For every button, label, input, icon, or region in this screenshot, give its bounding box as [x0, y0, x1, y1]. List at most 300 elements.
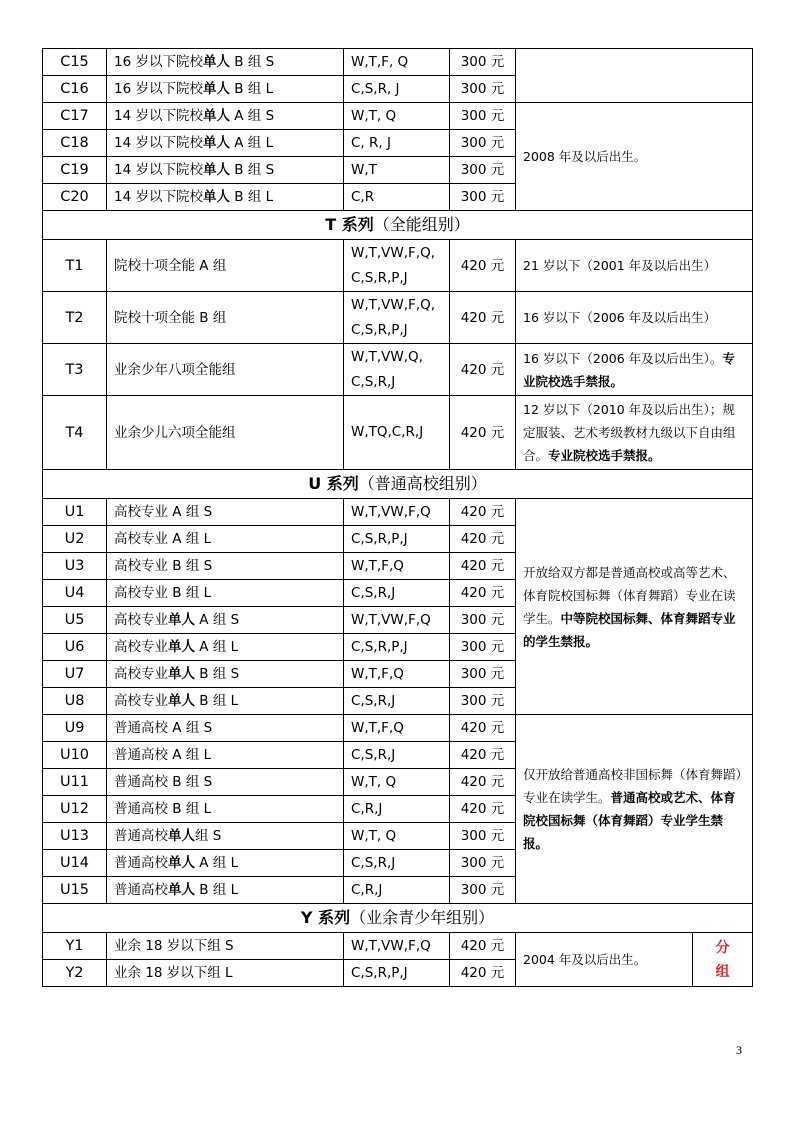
note-text: 2008 年及以后出生。 — [523, 149, 647, 164]
category-code-cell — [43, 49, 107, 76]
category-name-text: 普通高校 — [114, 720, 168, 736]
dances-cell — [344, 130, 450, 157]
dances-cell — [344, 661, 450, 688]
dances-text: C,S,R,J — [351, 693, 396, 709]
series-subtitle: （业余青少年组别） — [350, 908, 495, 927]
category-code-cell — [43, 103, 107, 130]
category-name-text: 高校专业 — [114, 531, 168, 547]
category-code-cell — [43, 742, 107, 769]
category-code: T3 — [65, 361, 84, 378]
category-code: Y2 — [65, 965, 84, 981]
dances-text: W,T — [351, 162, 377, 178]
fee-cell — [450, 715, 516, 742]
fee-text: 420 元 — [460, 257, 505, 274]
category-code-cell — [43, 661, 107, 688]
category-code-cell — [43, 526, 107, 553]
fee-text: 300 元 — [460, 162, 505, 178]
dances-text: W,T,VW,F,Q — [351, 612, 431, 628]
dances-text: W,T,F,Q — [351, 720, 404, 736]
dances-cell — [344, 850, 450, 877]
dances-text: C,S,R,J — [351, 855, 396, 871]
category-group-text: A 组 L — [229, 135, 274, 151]
category-name-cell — [107, 49, 344, 76]
dances-text: C,R,J — [351, 882, 383, 898]
category-name-text: 高校专业 — [114, 612, 168, 628]
category-name-cell — [107, 850, 344, 877]
category-name-cell — [107, 76, 344, 103]
category-name-cell — [107, 823, 344, 850]
note-cell — [516, 396, 753, 470]
category-code: U4 — [64, 585, 85, 601]
single-label: 单人 — [202, 135, 230, 151]
dances-text: C,S,R,P,J — [351, 965, 408, 981]
dances-text: C,S,R,P,J — [351, 531, 408, 547]
category-name-cell — [107, 184, 344, 211]
category-code-cell — [43, 769, 107, 796]
dances-text-line2: C,S,R,P,J — [351, 321, 408, 338]
single-label: 单人 — [168, 828, 195, 844]
series-title: U 系列 — [308, 474, 359, 493]
category-name-text: 14 岁以下院校 — [114, 162, 203, 178]
category-name-cell — [107, 157, 344, 184]
note-text: 12 岁以下（2010 年及以后出生）；规定服装、艺术考级教材九级以下自由组合。 — [523, 402, 736, 463]
fee-text: 420 元 — [460, 585, 505, 601]
table-row — [43, 499, 753, 526]
note-warning: 普通高校或艺术、体育院校国标舞（体育舞蹈）专业学生禁报。 — [523, 790, 736, 851]
category-code-cell — [43, 580, 107, 607]
category-name-text: 普通高校 — [114, 801, 168, 817]
category-code-cell — [43, 157, 107, 184]
category-name-cell — [107, 344, 344, 396]
series-header — [43, 904, 753, 933]
dances-text-line2: C,S,R,P,J — [351, 269, 408, 286]
category-name-text: 高校专业 — [114, 585, 168, 601]
fee-cell — [450, 396, 516, 470]
table-row — [43, 396, 753, 470]
category-name-cell — [107, 499, 344, 526]
fee-text: 300 元 — [460, 639, 505, 655]
fee-cell — [450, 661, 516, 688]
fee-cell — [450, 499, 516, 526]
fee-cell — [450, 877, 516, 904]
page-number: 3 — [736, 1043, 742, 1057]
category-name-cell — [107, 715, 344, 742]
category-group-text: A 组 L — [168, 531, 212, 547]
note-text: 开放给双方都是普通高校或高等艺术、体育院校国标舞（体育舞蹈）专业在读学生。 — [523, 564, 736, 626]
fee-text: 420 元 — [460, 558, 505, 574]
category-name-cell — [107, 240, 344, 292]
note-text: 仅开放给普通高校非国标舞（体育舞蹈）专业在读学生。 — [523, 767, 742, 805]
dances-text: W,T,F,Q — [351, 558, 404, 574]
series-header-row — [43, 470, 753, 499]
category-code-cell — [43, 184, 107, 211]
dances-cell — [344, 526, 450, 553]
dances-cell — [344, 76, 450, 103]
category-group-text: 组 S — [195, 828, 222, 844]
category-table — [42, 48, 753, 987]
category-group-text: A 组 S — [168, 504, 213, 520]
category-group-text: B 组 L — [229, 189, 274, 205]
dances-text: W,T, Q — [351, 774, 397, 790]
fee-text: 300 元 — [460, 828, 505, 844]
fee-text: 300 元 — [460, 108, 505, 124]
category-group-text: B 组 L — [195, 693, 239, 709]
dances-text: W,T,VW,F,Q — [351, 938, 431, 954]
note-cell — [516, 933, 693, 987]
group-tag-char: 组 — [715, 963, 730, 980]
series-header-row — [43, 904, 753, 933]
fee-cell — [450, 607, 516, 634]
fee-cell — [450, 769, 516, 796]
dances-cell — [344, 960, 450, 987]
category-group-text: A 组 S — [229, 108, 275, 124]
table-row — [43, 292, 753, 344]
category-code: U6 — [64, 639, 85, 655]
category-code-cell — [43, 960, 107, 987]
category-group-text: A 组 L — [195, 639, 239, 655]
category-name-cell — [107, 661, 344, 688]
category-name-cell — [107, 580, 344, 607]
dances-cell — [344, 103, 450, 130]
category-code: U1 — [64, 504, 85, 520]
dances-cell — [344, 240, 450, 292]
dances-cell — [344, 499, 450, 526]
category-code: C19 — [60, 162, 89, 178]
category-name-text: 业余 18 岁以下组 L — [114, 965, 233, 981]
note-cell — [516, 240, 753, 292]
fee-text: 300 元 — [460, 189, 505, 205]
category-name-text: 14 岁以下院校 — [114, 189, 203, 205]
fee-cell — [450, 823, 516, 850]
fee-cell — [450, 553, 516, 580]
category-code-cell — [43, 715, 107, 742]
dances-text: W,T,F, Q — [351, 54, 409, 70]
category-name-text: 14 岁以下院校 — [114, 108, 203, 124]
category-name-text: 16 岁以下院校 — [114, 81, 203, 97]
category-code: U5 — [64, 612, 85, 628]
note-text: 16 岁以下（2006 年及以后出生）。 — [523, 350, 723, 366]
category-name-cell — [107, 607, 344, 634]
category-code-cell — [43, 688, 107, 715]
series-header-row — [43, 211, 753, 240]
table-row — [43, 344, 753, 396]
dances-cell — [344, 634, 450, 661]
category-name-text: 高校专业 — [114, 639, 168, 655]
category-code: U9 — [64, 720, 85, 736]
table-row — [43, 715, 753, 742]
category-code: U10 — [59, 747, 90, 763]
category-name-cell — [107, 960, 344, 987]
single-label: 单人 — [168, 666, 195, 682]
category-group-text: A 组 L — [195, 855, 239, 871]
series-header — [43, 470, 753, 499]
category-name-text: 高校专业 — [114, 693, 168, 709]
group-tag-cell — [693, 933, 753, 987]
single-label: 单人 — [202, 108, 230, 124]
category-name-text: 业余少年八项全能组 — [114, 361, 236, 378]
category-group-text: B 组 S — [195, 666, 240, 682]
fee-text: 300 元 — [460, 882, 505, 898]
category-group-text: B 组 L — [229, 81, 274, 97]
series-subtitle: （全能组别） — [373, 215, 470, 234]
dances-cell — [344, 769, 450, 796]
fee-cell — [450, 49, 516, 76]
category-name-cell — [107, 103, 344, 130]
dances-text: W,T,VW,F,Q — [351, 504, 431, 520]
note-text: 16 岁以下（2006 年及以后出生） — [523, 310, 717, 325]
category-name-cell — [107, 396, 344, 470]
dances-text: C,R — [351, 189, 375, 205]
category-code: C18 — [60, 135, 89, 151]
fee-text: 420 元 — [460, 938, 505, 954]
category-group-text: B 组 S — [168, 774, 213, 790]
single-label: 单人 — [202, 162, 230, 178]
series-subtitle: （普通高校组别） — [358, 474, 487, 493]
category-name-text: 14 岁以下院校 — [114, 135, 203, 151]
category-group-text: B 组 S — [229, 54, 275, 70]
category-name-cell — [107, 796, 344, 823]
category-group-text: B 组 L — [195, 882, 239, 898]
dances-text: W,TQ,C,R,J — [351, 424, 424, 440]
fee-cell — [450, 292, 516, 344]
dances-cell — [344, 715, 450, 742]
category-name-cell — [107, 742, 344, 769]
fee-text: 420 元 — [460, 965, 505, 981]
dances-cell — [344, 933, 450, 960]
category-name-text: 普通高校 — [114, 828, 168, 844]
category-name-cell — [107, 526, 344, 553]
single-label: 单人 — [202, 81, 230, 97]
category-name-text: 业余少儿六项全能组 — [114, 424, 236, 441]
dances-text: W,T,VW,Q, — [351, 348, 423, 365]
fee-text: 420 元 — [460, 531, 505, 547]
fee-cell — [450, 796, 516, 823]
fee-cell — [450, 103, 516, 130]
category-name-cell — [107, 933, 344, 960]
fee-cell — [450, 130, 516, 157]
single-label: 单人 — [168, 612, 195, 628]
dances-text: C,R,J — [351, 801, 383, 817]
category-code-cell — [43, 344, 107, 396]
dances-cell — [344, 184, 450, 211]
category-name-cell — [107, 292, 344, 344]
note-cell — [516, 499, 753, 715]
fee-cell — [450, 157, 516, 184]
category-code-cell — [43, 499, 107, 526]
category-code: U13 — [59, 828, 90, 844]
category-name-cell — [107, 553, 344, 580]
category-code: Y1 — [65, 938, 84, 954]
dances-cell — [344, 344, 450, 396]
fee-cell — [450, 933, 516, 960]
fee-cell — [450, 580, 516, 607]
fee-text: 300 元 — [460, 54, 505, 70]
fee-cell — [450, 184, 516, 211]
category-group-text: A 组 S — [168, 720, 213, 736]
category-name-text: 业余 18 岁以下组 S — [114, 938, 234, 954]
fee-text: 300 元 — [460, 855, 505, 871]
dances-cell — [344, 396, 450, 470]
fee-cell — [450, 742, 516, 769]
dances-text: C,S,R, J — [351, 81, 400, 97]
fee-cell — [450, 76, 516, 103]
dances-text: W,T,VW,F,Q, — [351, 244, 436, 261]
dances-cell — [344, 607, 450, 634]
fee-cell — [450, 960, 516, 987]
dances-cell — [344, 580, 450, 607]
single-label: 单人 — [168, 639, 195, 655]
category-code: T2 — [65, 309, 84, 326]
category-group-text: B 组 S — [229, 162, 275, 178]
category-code: C17 — [60, 108, 89, 124]
category-code: T1 — [65, 257, 84, 274]
dances-cell — [344, 49, 450, 76]
category-name-text: 院校十项全能 A 组 — [114, 257, 227, 274]
category-code: C16 — [60, 81, 89, 97]
category-code: C15 — [60, 54, 89, 70]
category-name-text: 16 岁以下院校 — [114, 54, 203, 70]
category-code-cell — [43, 607, 107, 634]
fee-text: 420 元 — [460, 747, 505, 763]
category-code-cell — [43, 240, 107, 292]
dances-cell — [344, 796, 450, 823]
category-code: T4 — [65, 424, 84, 441]
category-name-text: 高校专业 — [114, 504, 168, 520]
table-row — [43, 103, 753, 130]
category-code-cell — [43, 634, 107, 661]
dances-text-line2: C,S,R,J — [351, 373, 396, 390]
registration-table-page — [42, 48, 752, 987]
category-name-cell — [107, 769, 344, 796]
category-code: U7 — [64, 666, 85, 682]
category-code-cell — [43, 823, 107, 850]
series-title: T 系列 — [325, 215, 374, 234]
fee-cell — [450, 240, 516, 292]
dances-cell — [344, 157, 450, 184]
fee-text: 300 元 — [460, 81, 505, 97]
category-name-text: 普通高校 — [114, 747, 168, 763]
category-code-cell — [43, 76, 107, 103]
group-tag-char: 分 — [715, 939, 730, 956]
fee-text: 420 元 — [460, 309, 505, 326]
dances-text: C,S,R,J — [351, 747, 396, 763]
fee-text: 420 元 — [460, 720, 505, 736]
dances-text: W,T,F,Q — [351, 666, 404, 682]
category-code: U11 — [59, 774, 90, 790]
single-label: 单人 — [202, 189, 230, 205]
dances-cell — [344, 688, 450, 715]
fee-cell — [450, 850, 516, 877]
series-header — [43, 211, 753, 240]
note-text: 21 岁以下（2001 年及以后出生） — [523, 258, 717, 273]
category-code: U14 — [59, 855, 90, 871]
fee-text: 300 元 — [460, 135, 505, 151]
fee-cell — [450, 344, 516, 396]
note-cell — [516, 292, 753, 344]
note-cell — [516, 715, 753, 904]
category-group-text: B 组 S — [168, 558, 213, 574]
note-warning: 中等院校国标舞、体育舞蹈专业的学生禁报。 — [523, 610, 736, 649]
category-code: U3 — [64, 558, 85, 574]
category-code: U12 — [59, 801, 90, 817]
category-group-text: A 组 L — [168, 747, 212, 763]
category-name-text: 普通高校 — [114, 882, 168, 898]
fee-text: 300 元 — [460, 693, 505, 709]
fee-text: 300 元 — [460, 666, 505, 682]
category-code-cell — [43, 877, 107, 904]
series-title: Y 系列 — [300, 908, 351, 927]
note-warning: 专业院校选手禁报。 — [548, 448, 661, 463]
category-name-cell — [107, 688, 344, 715]
category-group-text: A 组 S — [195, 612, 240, 628]
note-text: 2004 年及以后出生。 — [523, 952, 647, 967]
note-cell — [516, 103, 753, 211]
category-code-cell — [43, 933, 107, 960]
category-code: U2 — [64, 531, 85, 547]
table-row — [43, 49, 753, 76]
dances-cell — [344, 292, 450, 344]
dances-text: W,T,VW,F,Q, — [351, 296, 436, 313]
fee-cell — [450, 688, 516, 715]
fee-text: 420 元 — [460, 424, 505, 441]
fee-cell — [450, 634, 516, 661]
dances-text: C,S,R,P,J — [351, 639, 408, 655]
dances-text: C, R, J — [351, 135, 391, 151]
category-name-text: 院校十项全能 B 组 — [114, 309, 227, 326]
category-code: C20 — [60, 189, 89, 205]
dances-text: W,T, Q — [351, 108, 397, 124]
category-code: U8 — [64, 693, 85, 709]
category-group-text: B 组 L — [168, 585, 212, 601]
category-name-text: 高校专业 — [114, 558, 168, 574]
fee-text: 420 元 — [460, 361, 505, 378]
category-code: U15 — [59, 882, 90, 898]
category-name-cell — [107, 634, 344, 661]
fee-text: 420 元 — [460, 801, 505, 817]
category-code-cell — [43, 850, 107, 877]
dances-cell — [344, 877, 450, 904]
single-label: 单人 — [168, 882, 195, 898]
category-code-cell — [43, 130, 107, 157]
category-name-text: 普通高校 — [114, 855, 168, 871]
note-warning: 专业院校选手禁报。 — [523, 350, 735, 389]
category-group-text: B 组 L — [168, 801, 212, 817]
fee-cell — [450, 526, 516, 553]
category-code-cell — [43, 292, 107, 344]
dances-cell — [344, 823, 450, 850]
category-name-text: 高校专业 — [114, 666, 168, 682]
category-code-cell — [43, 796, 107, 823]
single-label: 单人 — [168, 855, 195, 871]
dances-cell — [344, 553, 450, 580]
category-name-text: 普通高校 — [114, 774, 168, 790]
single-label: 单人 — [202, 54, 230, 70]
dances-text: C,S,R,J — [351, 585, 396, 601]
category-code-cell — [43, 396, 107, 470]
fee-text: 300 元 — [460, 612, 505, 628]
dances-text: W,T, Q — [351, 828, 397, 844]
fee-text: 420 元 — [460, 774, 505, 790]
category-name-cell — [107, 877, 344, 904]
note-cell — [516, 344, 753, 396]
single-label: 单人 — [168, 693, 195, 709]
table-row — [43, 933, 753, 960]
note-cell-empty — [516, 49, 753, 103]
category-code-cell — [43, 553, 107, 580]
table-row — [43, 240, 753, 292]
category-name-cell — [107, 130, 344, 157]
fee-text: 420 元 — [460, 504, 505, 520]
